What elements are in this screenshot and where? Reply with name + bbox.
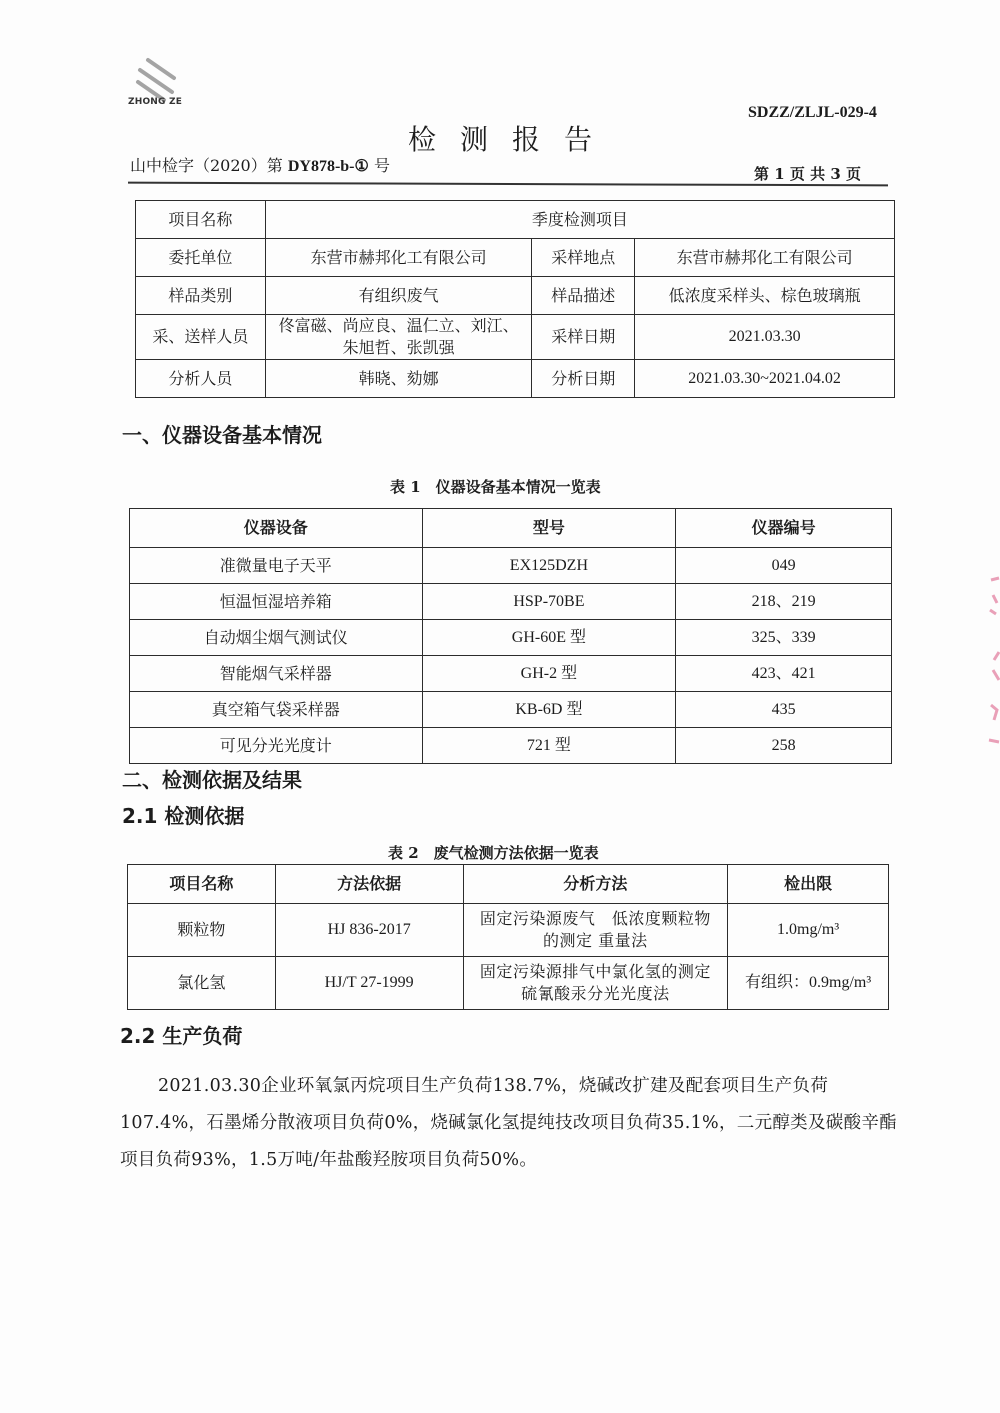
equipment-name: 智能烟气采样器 xyxy=(130,656,423,692)
label-cell: 样品描述 xyxy=(532,277,635,315)
seal-stamp-icon xyxy=(985,575,1000,745)
equipment-name: 真空箱气袋采样器 xyxy=(130,692,423,728)
equipment-model: GH-2 型 xyxy=(422,656,676,692)
detection-limit: 有组织：0.9mg/m³ xyxy=(728,957,889,1010)
subsection-heading: 2.2 生产负荷 xyxy=(120,1024,243,1048)
method-table xyxy=(127,864,889,1010)
equipment-id: 423、421 xyxy=(676,656,892,692)
equipment-name: 可见分光光度计 xyxy=(130,728,423,764)
equipment-name: 自动烟尘烟气测试仪 xyxy=(130,620,423,656)
report-number-prefix: 山中检字（2020）第 xyxy=(130,156,283,175)
logo-text: ZHONG ZE xyxy=(128,97,183,107)
analysis-method: 固定污染源废气 低浓度颗粒物的测定 重量法 xyxy=(463,904,728,957)
table-row xyxy=(136,201,895,239)
value-cell: 韩晓、劾娜 xyxy=(265,360,532,398)
method-standard: HJ/T 27-1999 xyxy=(275,957,463,1010)
value-cell: 有组织废气 xyxy=(265,277,532,315)
value-cell: 佟富磁、尚应良、温仁立、刘江、朱旭哲、张凯强 xyxy=(265,315,532,360)
table-row xyxy=(130,548,892,584)
table-row xyxy=(130,584,892,620)
value-cell: 东营市赫邦化工有限公司 xyxy=(265,239,532,277)
analysis-method: 固定污染源排气中氯化氢的测定 硫氰酸汞分光光度法 xyxy=(463,957,728,1010)
label-cell: 采、送样人员 xyxy=(136,315,266,360)
label-cell: 分析日期 xyxy=(532,360,635,398)
section-heading: 二、检测依据及结果 xyxy=(122,768,302,792)
table-caption: 表 2 废气检测方法依据一览表 xyxy=(388,844,599,862)
column-header: 检出限 xyxy=(728,865,889,904)
equipment-model: KB-6D 型 xyxy=(422,692,676,728)
value-cell: 2021.03.30 xyxy=(635,315,895,360)
equipment-id: 435 xyxy=(676,692,892,728)
label-cell: 采样日期 xyxy=(532,315,635,360)
equipment-name: 恒温恒湿培养箱 xyxy=(130,584,423,620)
table-row xyxy=(136,315,895,360)
table-row xyxy=(128,904,889,957)
value-cell: 东营市赫邦化工有限公司 xyxy=(635,239,895,277)
report-number-code: DY878-b-① xyxy=(287,158,369,175)
column-header: 分析方法 xyxy=(463,865,728,904)
item-name: 颗粒物 xyxy=(128,904,276,957)
equipment-id: 258 xyxy=(676,728,892,764)
production-load-paragraph: 2021.03.30企业环氧氯丙烷项目生产负荷138.7%，烧碱改扩建及配套项目生产负荷107.4%，石墨烯分散液项目负荷0%，烧碱氯化氢提纯技改项目负荷35.1%，二元醇类及碳酸辛酯项目负荷93%，1.5万吨/年盐酸羟胺项目负荷50%。 xyxy=(120,1076,897,1170)
table-header-row xyxy=(128,865,889,904)
column-header: 型号 xyxy=(422,509,676,548)
column-header: 仪器编号 xyxy=(676,509,892,548)
report-info-table xyxy=(135,200,895,398)
label-cell: 样品类别 xyxy=(136,277,266,315)
table-row xyxy=(130,728,892,764)
table-row xyxy=(130,656,892,692)
label-cell: 分析人员 xyxy=(136,360,266,398)
column-header: 方法依据 xyxy=(275,865,463,904)
report-number-suffix: 号 xyxy=(373,156,390,175)
table-header-row xyxy=(130,509,892,548)
column-header: 仪器设备 xyxy=(130,509,423,548)
equipment-table xyxy=(129,508,892,764)
section-heading: 一、仪器设备基本情况 xyxy=(122,423,322,447)
equipment-name: 准微量电子天平 xyxy=(130,548,423,584)
table-row xyxy=(130,692,892,728)
page-title: 检测报告 xyxy=(408,123,617,156)
equipment-model: GH-60E 型 xyxy=(422,620,676,656)
label-cell: 项目名称 xyxy=(136,201,266,239)
table-row xyxy=(136,239,895,277)
table-row xyxy=(128,957,889,1010)
equipment-id: 325、339 xyxy=(676,620,892,656)
equipment-model: HSP-70BE xyxy=(422,584,676,620)
subsection-heading: 2.1 检测依据 xyxy=(122,804,245,828)
equipment-id: 049 xyxy=(676,548,892,584)
table-row xyxy=(136,277,895,315)
detection-limit: 1.0mg/m³ xyxy=(728,904,889,957)
page-indicator: 第 1 页 共 3 页 xyxy=(754,165,861,183)
report-number xyxy=(130,153,390,176)
label-cell: 委托单位 xyxy=(136,239,266,277)
equipment-model: 721 型 xyxy=(422,728,676,764)
document-code: SDZZ/ZLJL-029-4 xyxy=(748,104,877,121)
table-row xyxy=(136,360,895,398)
table-caption: 表 1 仪器设备基本情况一览表 xyxy=(390,478,601,496)
table-row xyxy=(130,620,892,656)
label-cell: 采样地点 xyxy=(532,239,635,277)
equipment-model: EX125DZH xyxy=(422,548,676,584)
equipment-id: 218、219 xyxy=(676,584,892,620)
value-cell: 季度检测项目 xyxy=(265,201,894,239)
value-cell: 2021.03.30~2021.04.02 xyxy=(635,360,895,398)
column-header: 项目名称 xyxy=(128,865,276,904)
method-standard: HJ 836-2017 xyxy=(275,904,463,957)
value-cell: 低浓度采样头、棕色玻璃瓶 xyxy=(635,277,895,315)
item-name: 氯化氢 xyxy=(128,957,276,1010)
